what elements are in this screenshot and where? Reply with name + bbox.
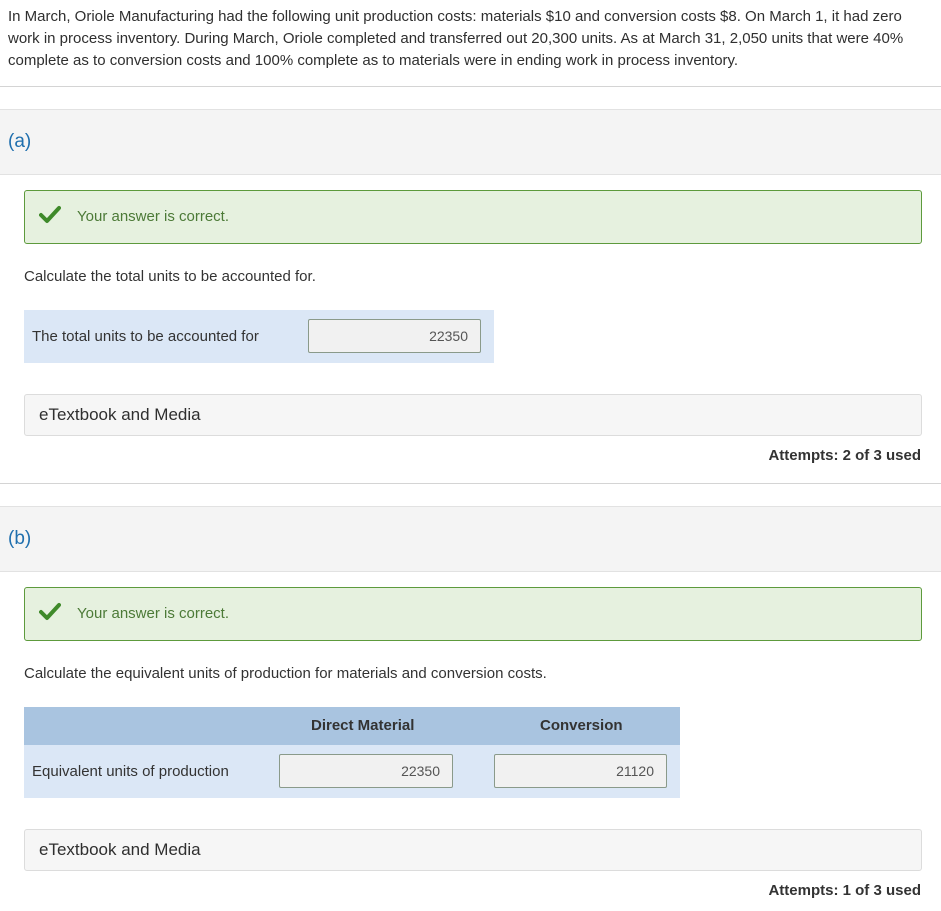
table-header bbox=[24, 707, 680, 745]
table-row bbox=[24, 745, 680, 798]
column-header-direct-material: Direct Material bbox=[311, 717, 415, 734]
check-icon bbox=[39, 602, 61, 622]
part-a-question: Calculate the total units to be accounted for. bbox=[24, 268, 316, 285]
part-a-status-box bbox=[24, 190, 922, 244]
part-b-label: (b) bbox=[8, 528, 32, 549]
check-icon bbox=[39, 205, 61, 225]
direct-material-input[interactable]: 22350 bbox=[279, 754, 453, 788]
part-a-answer-row bbox=[24, 310, 494, 363]
equivalent-units-label: Equivalent units of production bbox=[32, 763, 229, 780]
etextbook-label: eTextbook and Media bbox=[39, 840, 201, 859]
etextbook-label: eTextbook and Media bbox=[39, 405, 201, 424]
divider bbox=[0, 483, 941, 484]
problem-statement: In March, Oriole Manufacturing had the following unit production costs: materials $10 and conversion costs $8. On March 1, it had zero work in process inventory. During March, Oriole completed and transferred out 20,300 units. As at March 31, 2,050 units that were 40% complete as to conversion costs and 100% complete as to materials were in ending work in process inventory. bbox=[8, 8, 904, 69]
total-units-input[interactable]: 22350 bbox=[308, 319, 481, 353]
conversion-input[interactable]: 21120 bbox=[494, 754, 667, 788]
part-a-header bbox=[0, 109, 941, 175]
part-a-status-text: Your answer is correct. bbox=[77, 208, 230, 225]
part-a-label: (a) bbox=[8, 131, 32, 152]
part-b-status-text: Your answer is correct. bbox=[77, 605, 230, 622]
part-a-attempts: Attempts: 2 of 3 used bbox=[768, 447, 921, 464]
part-b-header bbox=[0, 506, 941, 572]
part-a-etextbook-button[interactable] bbox=[24, 394, 922, 436]
column-header-conversion: Conversion bbox=[540, 717, 623, 734]
part-b-question: Calculate the equivalent units of production for materials and conversion costs. bbox=[24, 665, 547, 682]
part-b-attempts: Attempts: 1 of 3 used bbox=[768, 882, 921, 899]
part-a-row-label: The total units to be accounted for bbox=[32, 328, 259, 345]
part-b-etextbook-button[interactable] bbox=[24, 829, 922, 871]
divider bbox=[0, 86, 941, 87]
part-b-status-box bbox=[24, 587, 922, 641]
